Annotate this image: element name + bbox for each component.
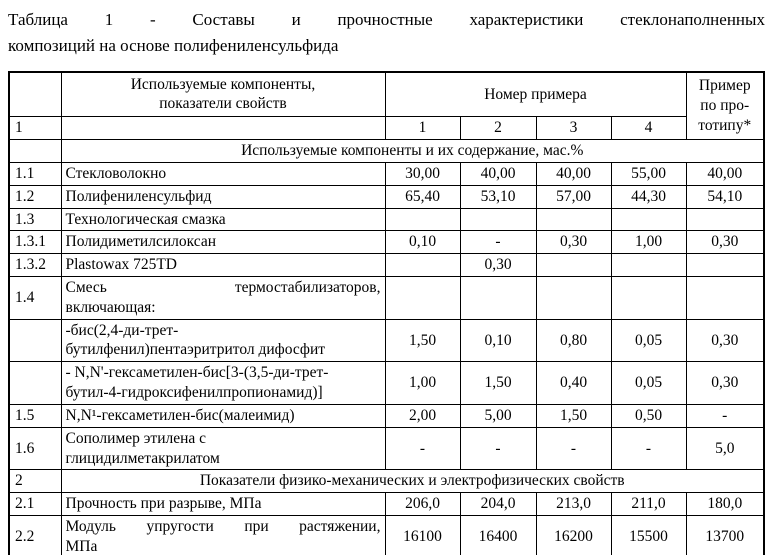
composition-table: [8, 71, 765, 555]
component-name: [61, 516, 385, 555]
row-number: 1.2: [9, 185, 61, 208]
example-col-3: 3: [536, 117, 611, 140]
example-value: 1,50: [536, 404, 611, 427]
example-value: 65,40: [385, 185, 460, 208]
example-value: -: [536, 427, 611, 470]
example-col-4: 4: [611, 117, 686, 140]
name-line: бутилфенил)пентаэритритол дифосфит: [65, 341, 326, 359]
justified-name-line: [66, 517, 381, 537]
prototype-value: [686, 276, 764, 319]
prototype-value: [686, 208, 764, 231]
example-col-2: 2: [460, 117, 536, 140]
example-value: 1,00: [611, 231, 686, 254]
row-number: 2.1: [9, 493, 61, 516]
title-word: Составы: [192, 10, 255, 29]
component-name: [61, 208, 385, 231]
example-value: 0,05: [611, 319, 686, 362]
column-index-cell: 1: [9, 117, 61, 140]
example-value: [385, 276, 460, 319]
example-value: 15500: [611, 516, 686, 555]
example-value: 0,80: [536, 319, 611, 362]
example-value: 5,00: [460, 404, 536, 427]
example-value: 211,0: [611, 493, 686, 516]
example-value: 1,50: [385, 319, 460, 362]
example-value: -: [611, 427, 686, 470]
component-name: [61, 427, 385, 470]
example-value: -: [460, 231, 536, 254]
row-number: 2: [9, 470, 61, 493]
title-word: 1: [104, 10, 114, 29]
example-value: 53,10: [460, 185, 536, 208]
example-value: 44,30: [611, 185, 686, 208]
example-value: [611, 276, 686, 319]
component-name: [61, 404, 385, 427]
table-title: [8, 7, 765, 60]
title-word: прочностные: [337, 10, 433, 29]
row-number: [9, 140, 61, 163]
example-value: 16200: [536, 516, 611, 555]
name-line: Стекловолокно: [65, 164, 167, 182]
name-line: Полифениленсульфид: [65, 187, 212, 205]
table-row: [9, 470, 764, 493]
prototype-value: 0,30: [686, 362, 764, 405]
example-value: [536, 254, 611, 277]
section-header: Используемые компоненты и их содержание, мас.%: [61, 140, 764, 163]
example-value: 0,10: [460, 319, 536, 362]
table-header: [9, 72, 764, 140]
name-line: глицидилметакрилатом: [65, 449, 220, 467]
row-number: 1.6: [9, 427, 61, 470]
example-value: 16400: [460, 516, 536, 555]
title-word: Таблица: [8, 10, 68, 29]
example-value: -: [460, 427, 536, 470]
component-name: [61, 231, 385, 254]
name-line: Сополимер этилена с: [65, 429, 207, 447]
name-line: бутил-4-гидроксифенилпропионамид)]: [65, 384, 323, 402]
prototype-value: 5,0: [686, 427, 764, 470]
header-components-cell: [61, 72, 385, 117]
table-row: [9, 404, 764, 427]
example-value: 0,40: [536, 362, 611, 405]
table-row: [9, 319, 764, 362]
row-number: 1.3.2: [9, 254, 61, 277]
name-word: термостабилизаторов,: [234, 278, 381, 296]
example-value: 40,00: [536, 162, 611, 185]
prototype-value: 13700: [686, 516, 764, 555]
header-prototype-line3: тотипу*: [698, 116, 752, 134]
prototype-value: 54,10: [686, 185, 764, 208]
table-row: [9, 276, 764, 319]
table-row: [9, 185, 764, 208]
table-row: [9, 140, 764, 163]
header-empty-cell: [9, 72, 61, 117]
name-line: включающая:: [65, 298, 156, 316]
row-number: [9, 362, 61, 405]
example-value: 30,00: [385, 162, 460, 185]
prototype-value: 40,00: [686, 162, 764, 185]
name-word: Модуль: [65, 518, 116, 536]
example-value: [385, 208, 460, 231]
prototype-value: -: [686, 404, 764, 427]
row-number: [9, 319, 61, 362]
header-row-2: [9, 117, 764, 140]
row-number: 2.2: [9, 516, 61, 555]
table-body: [9, 140, 764, 555]
name-word: упругости: [146, 518, 214, 536]
table-row: [9, 231, 764, 254]
example-value: 1,00: [385, 362, 460, 405]
example-value: 213,0: [536, 493, 611, 516]
table-row: [9, 362, 764, 405]
example-value: [460, 276, 536, 319]
example-value: 0,50: [611, 404, 686, 427]
component-name: [61, 319, 385, 362]
example-value: 40,00: [460, 162, 536, 185]
header-row-1: [9, 72, 764, 117]
name-word: растяжении,: [299, 518, 381, 536]
section-header: Показатели физико-механических и электрофизических свойств: [61, 470, 764, 493]
example-value: 0,05: [611, 362, 686, 405]
table-row: [9, 208, 764, 231]
example-value: [611, 254, 686, 277]
prototype-value: [686, 254, 764, 277]
table-row: [9, 427, 764, 470]
example-value: -: [385, 427, 460, 470]
example-value: 55,00: [611, 162, 686, 185]
name-line: Прочность при разрыве, МПа: [65, 495, 262, 513]
example-value: 16100: [385, 516, 460, 555]
name-line: -бис(2,4-ди-трет-: [65, 321, 179, 339]
example-value: [611, 208, 686, 231]
name-line: Полидиметилсилоксан: [65, 233, 216, 251]
name-line: МПа: [65, 537, 98, 555]
table-row: [9, 516, 764, 555]
header-example-number-cell: Номер примера: [385, 72, 686, 117]
example-value: 57,00: [536, 185, 611, 208]
example-value: 0,30: [460, 254, 536, 277]
component-name: [61, 276, 385, 319]
header-prototype-cell: [686, 72, 764, 140]
prototype-value: 180,0: [686, 493, 764, 516]
header-components-line2: показатели свойств: [159, 95, 287, 113]
component-name: [61, 185, 385, 208]
title-word: характеристики: [469, 10, 584, 29]
row-number: 1.3.1: [9, 231, 61, 254]
header-empty-cell-2: [61, 117, 385, 140]
title-word: стеклонаполненных: [620, 10, 765, 29]
header-components-line1: Используемые компоненты,: [130, 75, 316, 93]
row-number: 1.4: [9, 276, 61, 319]
row-number: 1.5: [9, 404, 61, 427]
row-number: 1.1: [9, 162, 61, 185]
example-value: [536, 208, 611, 231]
prototype-value: 0,30: [686, 231, 764, 254]
table-title-line2: композиций на основе полифениленсульфида: [8, 36, 339, 56]
example-value: [385, 254, 460, 277]
table-row: [9, 162, 764, 185]
name-line: - N,N'-гексаметилен-бис[3-(3,5-ди-трет-: [65, 364, 329, 382]
component-name: [61, 162, 385, 185]
example-value: 1,50: [460, 362, 536, 405]
justified-name-line: [66, 278, 381, 298]
name-line: Plastowax 725TD: [65, 256, 178, 274]
name-line: N,N¹-гексаметилен-бис(малеимид): [65, 406, 295, 424]
header-prototype-line1: Пример: [698, 77, 751, 95]
name-line: Технологическая смазка: [65, 210, 226, 228]
title-word: -: [149, 10, 156, 29]
example-value: [460, 208, 536, 231]
example-col-1: 1: [385, 117, 460, 140]
component-name: [61, 493, 385, 516]
row-number: 1.3: [9, 208, 61, 231]
name-word: Смесь: [65, 278, 107, 296]
table-row: [9, 254, 764, 277]
example-value: 206,0: [385, 493, 460, 516]
table-row: [9, 493, 764, 516]
example-value: 204,0: [460, 493, 536, 516]
component-name: [61, 254, 385, 277]
title-word: и: [291, 10, 301, 29]
table-title-line1: [8, 7, 765, 33]
example-value: 0,10: [385, 231, 460, 254]
prototype-value: 0,30: [686, 319, 764, 362]
example-value: 0,30: [536, 231, 611, 254]
name-word: при: [244, 518, 269, 536]
header-prototype-line2: по про-: [700, 96, 750, 114]
example-value: 2,00: [385, 404, 460, 427]
example-value: [536, 276, 611, 319]
component-name: [61, 362, 385, 405]
